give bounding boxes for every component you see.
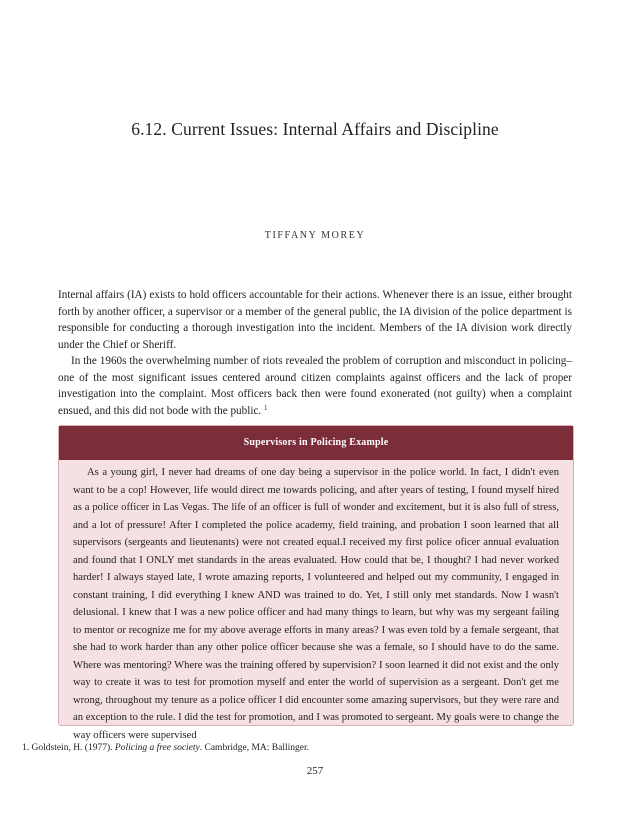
example-box-text: As a young girl, I never had dreams of one day being a supervisor in the police world. In fact, I didn't even want to be a cop! However, life would direct me towards policing, and after years of testing, I found myself hired as a police officer in Las Vegas. The life of an officer is full of wonder and excitement, but it is also full of stress, and a lot of pressure! After I completed the police academy, field training, and probation I soon learned that all supervisors (sergeants and lieutenants) were not created equal.I received my first police oficer annual evaluation and found that I ONLY met standards in the areas evaluated. How could that be, I thought? I had never worked harder! I always stayed late, I wrote amazing reports, I volunteered and helped out my community, I engaged in constant training, I did everything I knew AND was trained to do. Yet, I still only met standards. Now I wasn't delusional. I knew that I was a new police officer and had many things to learn, but why was my sergeant failing to mentor or recognize me for my above average efforts in many areas? I was even told by a female sergeant, that she had to work harder than any other police officer because she was a female, so I should have to do the same. Where was mentoring? Where was the training offered by supervision? I soon learned it did not exist and the only way to create it was to test for promotion myself and enter the world of supervision as a sergeant. Don't get me wrong, throughout my tenure as a police officer I did encounter some amazing supervisors, but they were rare and an exception to the rule. I did the test for promotion, and I was promoted to sergeant. My goals were to change the way officers were supervised (73, 467, 559, 741)
example-box (58, 425, 574, 741)
footnote-reference-link[interactable]: 1 (264, 403, 268, 412)
chapter-title: 6.12. Current Issues: Internal Affairs and Discipline (131, 119, 499, 139)
body-paragraph-2 (58, 353, 572, 419)
footnote (22, 743, 582, 753)
body-paragraph-1: Internal affairs (IA) exists to hold officers accountable for their actions. Whenever there is an issue, either brought forth by another officer, a supervisor or a member of the general public, the IA division of the police department is responsible for conducting a thorough investigation into the incident. Members of the IA division work directly under the Chief or Sheriff. (58, 289, 572, 351)
footnote-number: 1. (22, 743, 30, 753)
body-paragraph-2-text: In the 1960s the overwhelming number of riots revealed the problem of corruption and misconduct in policing– one of the most significant issues centered around citizen complaints against officers and the lack of proper investigation into the complaint. Most officers back then were found exonerated (not guilty) when a complaint ensued, and this did not bode with the public. (58, 355, 572, 417)
body-text (58, 287, 572, 419)
footnote-book-title: Policing a free society (114, 743, 200, 753)
example-box-title: Supervisors in Policing Example (59, 426, 573, 460)
chapter-author: TIFFANY MOREY (264, 230, 366, 241)
footnote-citation: Goldstein, H. (1977). (31, 743, 113, 753)
footnote-publisher: . Cambridge, MA: Ballinger. (199, 743, 309, 753)
page-number: 257 (306, 765, 324, 777)
